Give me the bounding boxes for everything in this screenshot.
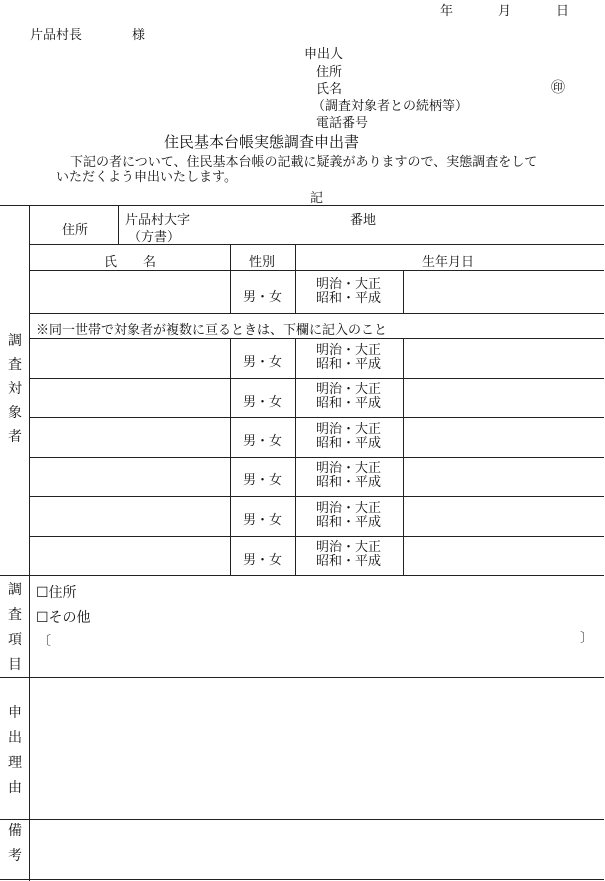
date-year: 年 (440, 4, 454, 19)
rule (29, 244, 604, 245)
rule (118, 206, 119, 244)
sex-options[interactable]: 男・女 (243, 473, 283, 488)
reason-input[interactable] (31, 679, 603, 818)
date-day: 日 (556, 4, 570, 19)
katagaki-label: （方書） (128, 230, 181, 245)
era-options[interactable]: 明治・大正 昭和・平成 (316, 277, 382, 306)
section-rule (0, 819, 604, 820)
applicant-name-label: 氏名 (316, 82, 343, 97)
additional-row-4[interactable] (31, 459, 229, 495)
section-rule (0, 677, 604, 678)
column-header-birthdate: 生年月日 (422, 255, 475, 270)
rule (295, 338, 296, 575)
rule (29, 536, 604, 537)
rule (29, 457, 604, 458)
rule (230, 338, 231, 575)
applicant-relation-label: （調査対象者との続柄等） (312, 99, 469, 114)
applicant-address-label: 住所 (316, 65, 343, 80)
applicant-phone-label: 電話番号 (316, 116, 369, 131)
rule (29, 496, 604, 497)
era-options[interactable]: 明治・大正 昭和・平成 (316, 422, 382, 451)
multiple-subjects-note: ※同一世帯で対象者が複数に亘るときは、下欄に記入のこと (36, 323, 388, 338)
rule (29, 417, 604, 418)
rule (29, 313, 604, 314)
rule (230, 244, 231, 313)
intro-line-1: 下記の者について、住民基本台帳の記載に疑義がありますので、実態調査をして (70, 155, 538, 170)
sex-options[interactable]: 男・女 (243, 395, 283, 410)
section-rule (0, 575, 604, 576)
seal-mark: ㊞ (551, 80, 565, 96)
rule (29, 378, 604, 379)
rule (403, 338, 404, 575)
other-detail-input[interactable] (55, 630, 575, 648)
date-line (0, 0, 605, 19)
subject-name-input[interactable] (31, 272, 229, 312)
additional-row-2[interactable] (31, 380, 229, 416)
sex-options[interactable]: 男・女 (243, 553, 283, 568)
era-options[interactable]: 明治・大正 昭和・平成 (316, 540, 382, 569)
sex-options[interactable]: 男・女 (243, 434, 283, 449)
era-options[interactable]: 明治・大正 昭和・平成 (316, 501, 382, 530)
sex-options[interactable]: 男・女 (243, 290, 283, 305)
ki-mark: 記 (310, 191, 324, 206)
remarks-input[interactable] (31, 821, 603, 879)
checkbox-other[interactable]: ☐その他 (36, 610, 91, 626)
subjects-label: 調 査 対 象 者 (8, 333, 22, 445)
era-options[interactable]: 明治・大正 昭和・平成 (316, 461, 382, 490)
additional-row-6[interactable] (31, 538, 229, 574)
bracket-open: 〔 (38, 634, 52, 649)
additional-row-1[interactable] (31, 340, 229, 377)
document-title: 住民基本台帳実態調査申出書 (164, 133, 360, 151)
date-month: 月 (498, 4, 512, 19)
additional-row-3[interactable] (31, 419, 229, 456)
sex-options[interactable]: 男・女 (243, 355, 283, 370)
sex-options[interactable]: 男・女 (243, 513, 283, 528)
column-header-sex: 性別 (249, 255, 276, 270)
era-options[interactable]: 明治・大正 昭和・平成 (316, 343, 382, 372)
applicant-label: 申出人 (304, 47, 344, 62)
reason-label: 申 出 理 由 (8, 705, 22, 796)
survey-form-table (0, 205, 604, 880)
remarks-label: 備 考 (8, 823, 22, 864)
era-options[interactable]: 明治・大正 昭和・平成 (316, 382, 382, 411)
village-label: 片品村大字 (125, 213, 191, 228)
birthdate-input[interactable] (405, 272, 603, 312)
rule (29, 338, 604, 339)
checkbox-address[interactable]: ☐住所 (36, 585, 77, 601)
survey-items-label: 調 査 項 目 (8, 582, 22, 673)
rule (295, 244, 296, 313)
banchi-label: 番地 (350, 213, 377, 228)
honorific: 様 (132, 28, 146, 43)
additional-row-5[interactable] (31, 498, 229, 535)
intro-line-2: いただくよう申出いたします。 (56, 170, 237, 185)
column-header-name: 氏 名 (104, 255, 157, 270)
address-input[interactable] (200, 207, 600, 243)
rule (29, 270, 604, 271)
rule (403, 270, 404, 313)
bracket-close: 〕 (580, 631, 594, 646)
address-label: 住所 (62, 223, 89, 238)
addressee: 片品村長 (30, 28, 83, 43)
